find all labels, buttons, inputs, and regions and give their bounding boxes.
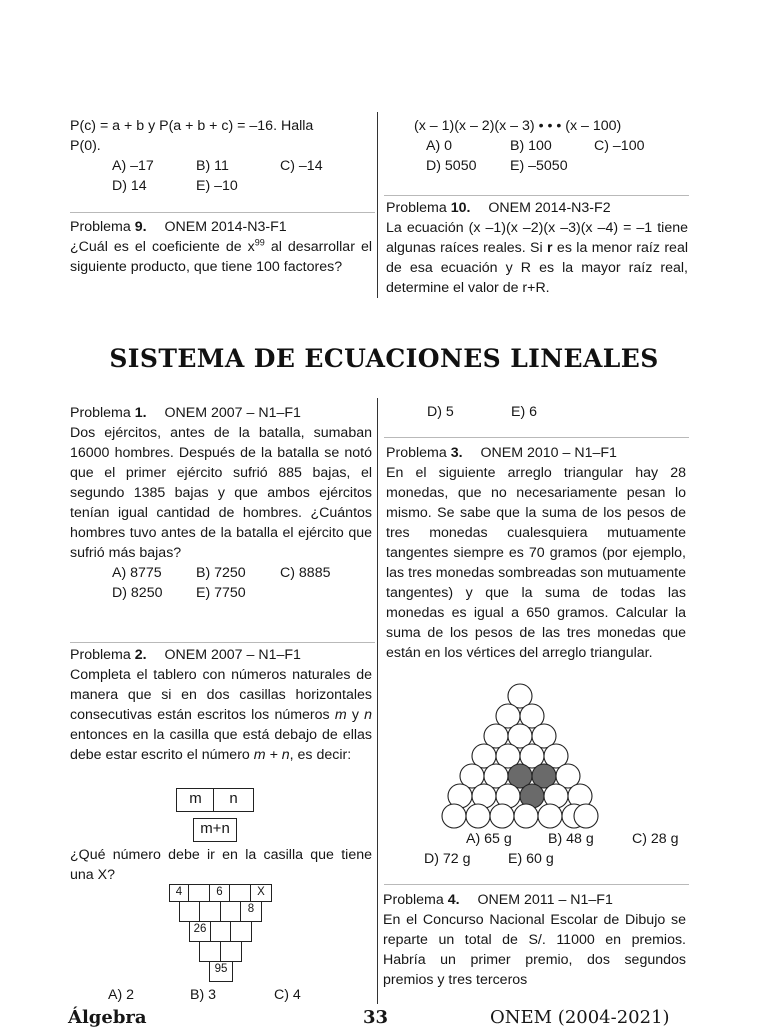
problem-source: ONEM 2011 – N1–F1 xyxy=(477,892,613,908)
option: A) 0 xyxy=(426,138,453,154)
option: B) 7250 xyxy=(196,565,246,581)
grid-cell: 26 xyxy=(189,921,211,942)
problem-text: ¿Qué número debe ir en la casilla que tiene una X? xyxy=(70,847,372,883)
option: B) 100 xyxy=(510,138,552,154)
problem-1 xyxy=(70,403,372,603)
coin xyxy=(490,804,514,828)
example-box-sum: m+n xyxy=(193,818,237,842)
option: A) 8775 xyxy=(112,565,162,581)
coin xyxy=(514,804,538,828)
option: A) –17 xyxy=(112,158,154,174)
problem-source: ONEM 2014-N3-F1 xyxy=(164,219,287,235)
grid-cell xyxy=(188,884,210,902)
problem-source: ONEM 2014-N3-F2 xyxy=(488,200,611,216)
problem-source: ONEM 2010 – N1–F1 xyxy=(480,445,617,461)
problem-4 xyxy=(383,890,686,990)
footer-page-number: 33 xyxy=(363,1007,389,1028)
grid-cell xyxy=(230,921,252,942)
problem-header xyxy=(386,443,686,463)
problem-text xyxy=(386,218,688,298)
var-m: m xyxy=(334,707,347,723)
problem-number: 1. xyxy=(134,405,147,421)
options-row xyxy=(70,176,372,196)
problem-label: Problema xyxy=(386,200,447,216)
options-row xyxy=(386,156,688,176)
option: E) 7750 xyxy=(196,585,246,601)
divider xyxy=(70,212,375,213)
top-left-block xyxy=(70,116,372,196)
problem-source: ONEM 2007 – N1–F1 xyxy=(164,405,301,421)
options-row xyxy=(70,583,372,603)
problem-number: 4. xyxy=(447,892,460,908)
intro-line-1: P(c) = a + b y P(a + b + c) = –16. Halla xyxy=(70,118,314,134)
grid-cell-x: X xyxy=(250,884,272,902)
problem-3 xyxy=(386,443,686,663)
option: A) 65 g xyxy=(466,831,512,847)
grid-cell xyxy=(199,901,221,922)
problem-text xyxy=(70,665,372,765)
problem-header xyxy=(70,645,372,665)
column-divider-main xyxy=(377,398,378,1004)
option: C) –14 xyxy=(280,158,323,174)
problem-9 xyxy=(70,217,372,277)
problem-number: 3. xyxy=(450,445,463,461)
problem-text: Dos ejércitos, antes de la batalla, sumaban 16000 hombres. Después de la batalla se notó que el primer ejército sufrió 885 bajas, el segundo 1385 bajas y que ambos ejércitos tenían igual cantidad de hombres. ¿Cuántos hombres tuvo antes de la batalla el ejército que sufrió más bajas? xyxy=(70,425,372,561)
intro-line-2: P(0). xyxy=(70,138,101,154)
options-row xyxy=(424,849,554,869)
section-title: SISTEMA DE ECUACIONES LINEALES xyxy=(109,344,659,373)
option: B) 3 xyxy=(190,987,217,1003)
grid-cell xyxy=(229,884,251,902)
divider xyxy=(384,195,689,196)
text-part: al desarrollar el siguiente producto, que tiene 100 factores? xyxy=(70,239,372,275)
problem-label: Problema xyxy=(70,405,131,421)
coin-triangle xyxy=(440,680,640,835)
option: D) 8250 xyxy=(112,585,163,601)
grid-cell xyxy=(220,901,241,922)
problem-label: Problema xyxy=(386,445,447,461)
problem-text xyxy=(70,237,372,277)
problem-header xyxy=(70,217,372,237)
problem-label: Problema xyxy=(70,219,131,235)
product-expression: (x – 1)(x – 2)(x – 3) • • • (x – 100) xyxy=(414,118,622,134)
options-row xyxy=(70,563,372,583)
options-row xyxy=(70,156,372,176)
option: D) 14 xyxy=(112,178,147,194)
options-row xyxy=(386,136,688,156)
option: A) 2 xyxy=(108,987,135,1003)
divider xyxy=(384,437,689,438)
problem-2-question xyxy=(70,845,372,885)
var-sum: m + n xyxy=(253,747,290,763)
grid-cell: 6 xyxy=(209,884,230,902)
option: D) 5 xyxy=(427,404,454,420)
options-row xyxy=(427,402,537,422)
coin xyxy=(538,804,562,828)
divider xyxy=(384,884,689,885)
problem-text: En el siguiente arreglo triangular hay 28 monedas, que no necesariamente pesan lo mismo. Se sabe que la suma de los pesos de tres monedas cualesquiera mutuamente tangentes siempre es 70 gramos (por ejemplo, las tres monedas sombreadas son mutuamente tangentes) y que la suma de todas las monedas es igual a 650 gramos. Calcular la suma de los pesos de las tres monedas que están en los vértices del arreglo triangular. xyxy=(386,465,686,661)
column-divider-top xyxy=(377,112,378,298)
problem-number: 9. xyxy=(134,219,147,235)
problem-2 xyxy=(70,645,372,765)
problem-number: 10. xyxy=(450,200,471,216)
coin xyxy=(466,804,490,828)
option: E) –5050 xyxy=(510,158,568,174)
text-part: , es decir: xyxy=(289,747,352,763)
divider xyxy=(70,642,375,643)
grid-cell: 4 xyxy=(169,884,189,902)
problem-header xyxy=(70,403,372,423)
option: C) 8885 xyxy=(280,565,331,581)
grid-cell: 95 xyxy=(209,961,233,982)
option: C) 28 g xyxy=(632,831,679,847)
options-row xyxy=(466,829,679,849)
option: C) –100 xyxy=(594,138,645,154)
text-part: es la menor raíz real de esa ecuación y R es la mayor raíz real, determine el valor de r+R. xyxy=(386,240,688,296)
text-part: r xyxy=(547,240,553,256)
var-n: n xyxy=(364,707,372,723)
grid-cell xyxy=(199,941,221,962)
coin xyxy=(442,804,466,828)
exponent: 99 xyxy=(254,237,265,248)
text-part: La ecuación (x –1)(x –2)(x –3)(x –4) = –1 tiene algunas raíces reales. Si xyxy=(386,220,688,256)
option: B) 11 xyxy=(196,158,229,174)
text-part: entonces en la casilla que está debajo de ellas debe estar escrito el número xyxy=(70,727,372,763)
option: D) 72 g xyxy=(424,851,471,867)
problem-text: En el Concurso Nacional Escolar de Dibujo se reparte un total de S/. 11000 en premios. Habría un primer premio, dos segundos premios y tres terceros xyxy=(383,912,686,988)
option: E) 60 g xyxy=(508,851,554,867)
problem-source: ONEM 2007 – N1–F1 xyxy=(164,647,301,663)
text-part: Completa el tablero con números naturales de manera que si en dos casillas horizontales consecutivas están escritos los números xyxy=(70,667,372,723)
problem-label: Problema xyxy=(70,647,131,663)
option: B) 48 g xyxy=(548,831,594,847)
option: C) 4 xyxy=(274,987,301,1003)
grid-cell xyxy=(220,941,242,962)
grid-cell xyxy=(210,921,231,942)
grid-cell xyxy=(179,901,200,922)
grid-cell: 8 xyxy=(240,901,262,922)
footer-subject: Álgebra xyxy=(68,1007,147,1028)
options-row xyxy=(108,985,301,1005)
option: E) –10 xyxy=(196,178,238,194)
example-box-m: m xyxy=(176,788,215,812)
coin xyxy=(574,804,598,828)
option: D) 5050 xyxy=(426,158,477,174)
option: E) 6 xyxy=(511,404,538,420)
problem-header xyxy=(386,198,688,218)
text-part: y xyxy=(346,707,365,723)
problem-label: Problema xyxy=(383,892,444,908)
footer-source: ONEM (2004-2021) xyxy=(490,1007,670,1028)
top-right-block xyxy=(386,116,688,176)
problem-header xyxy=(383,890,686,910)
problem-10 xyxy=(386,198,688,298)
problem-number: 2. xyxy=(134,647,147,663)
text-part: ¿Cuál es el coeficiente de x xyxy=(70,239,255,255)
example-box-n: n xyxy=(213,788,254,812)
